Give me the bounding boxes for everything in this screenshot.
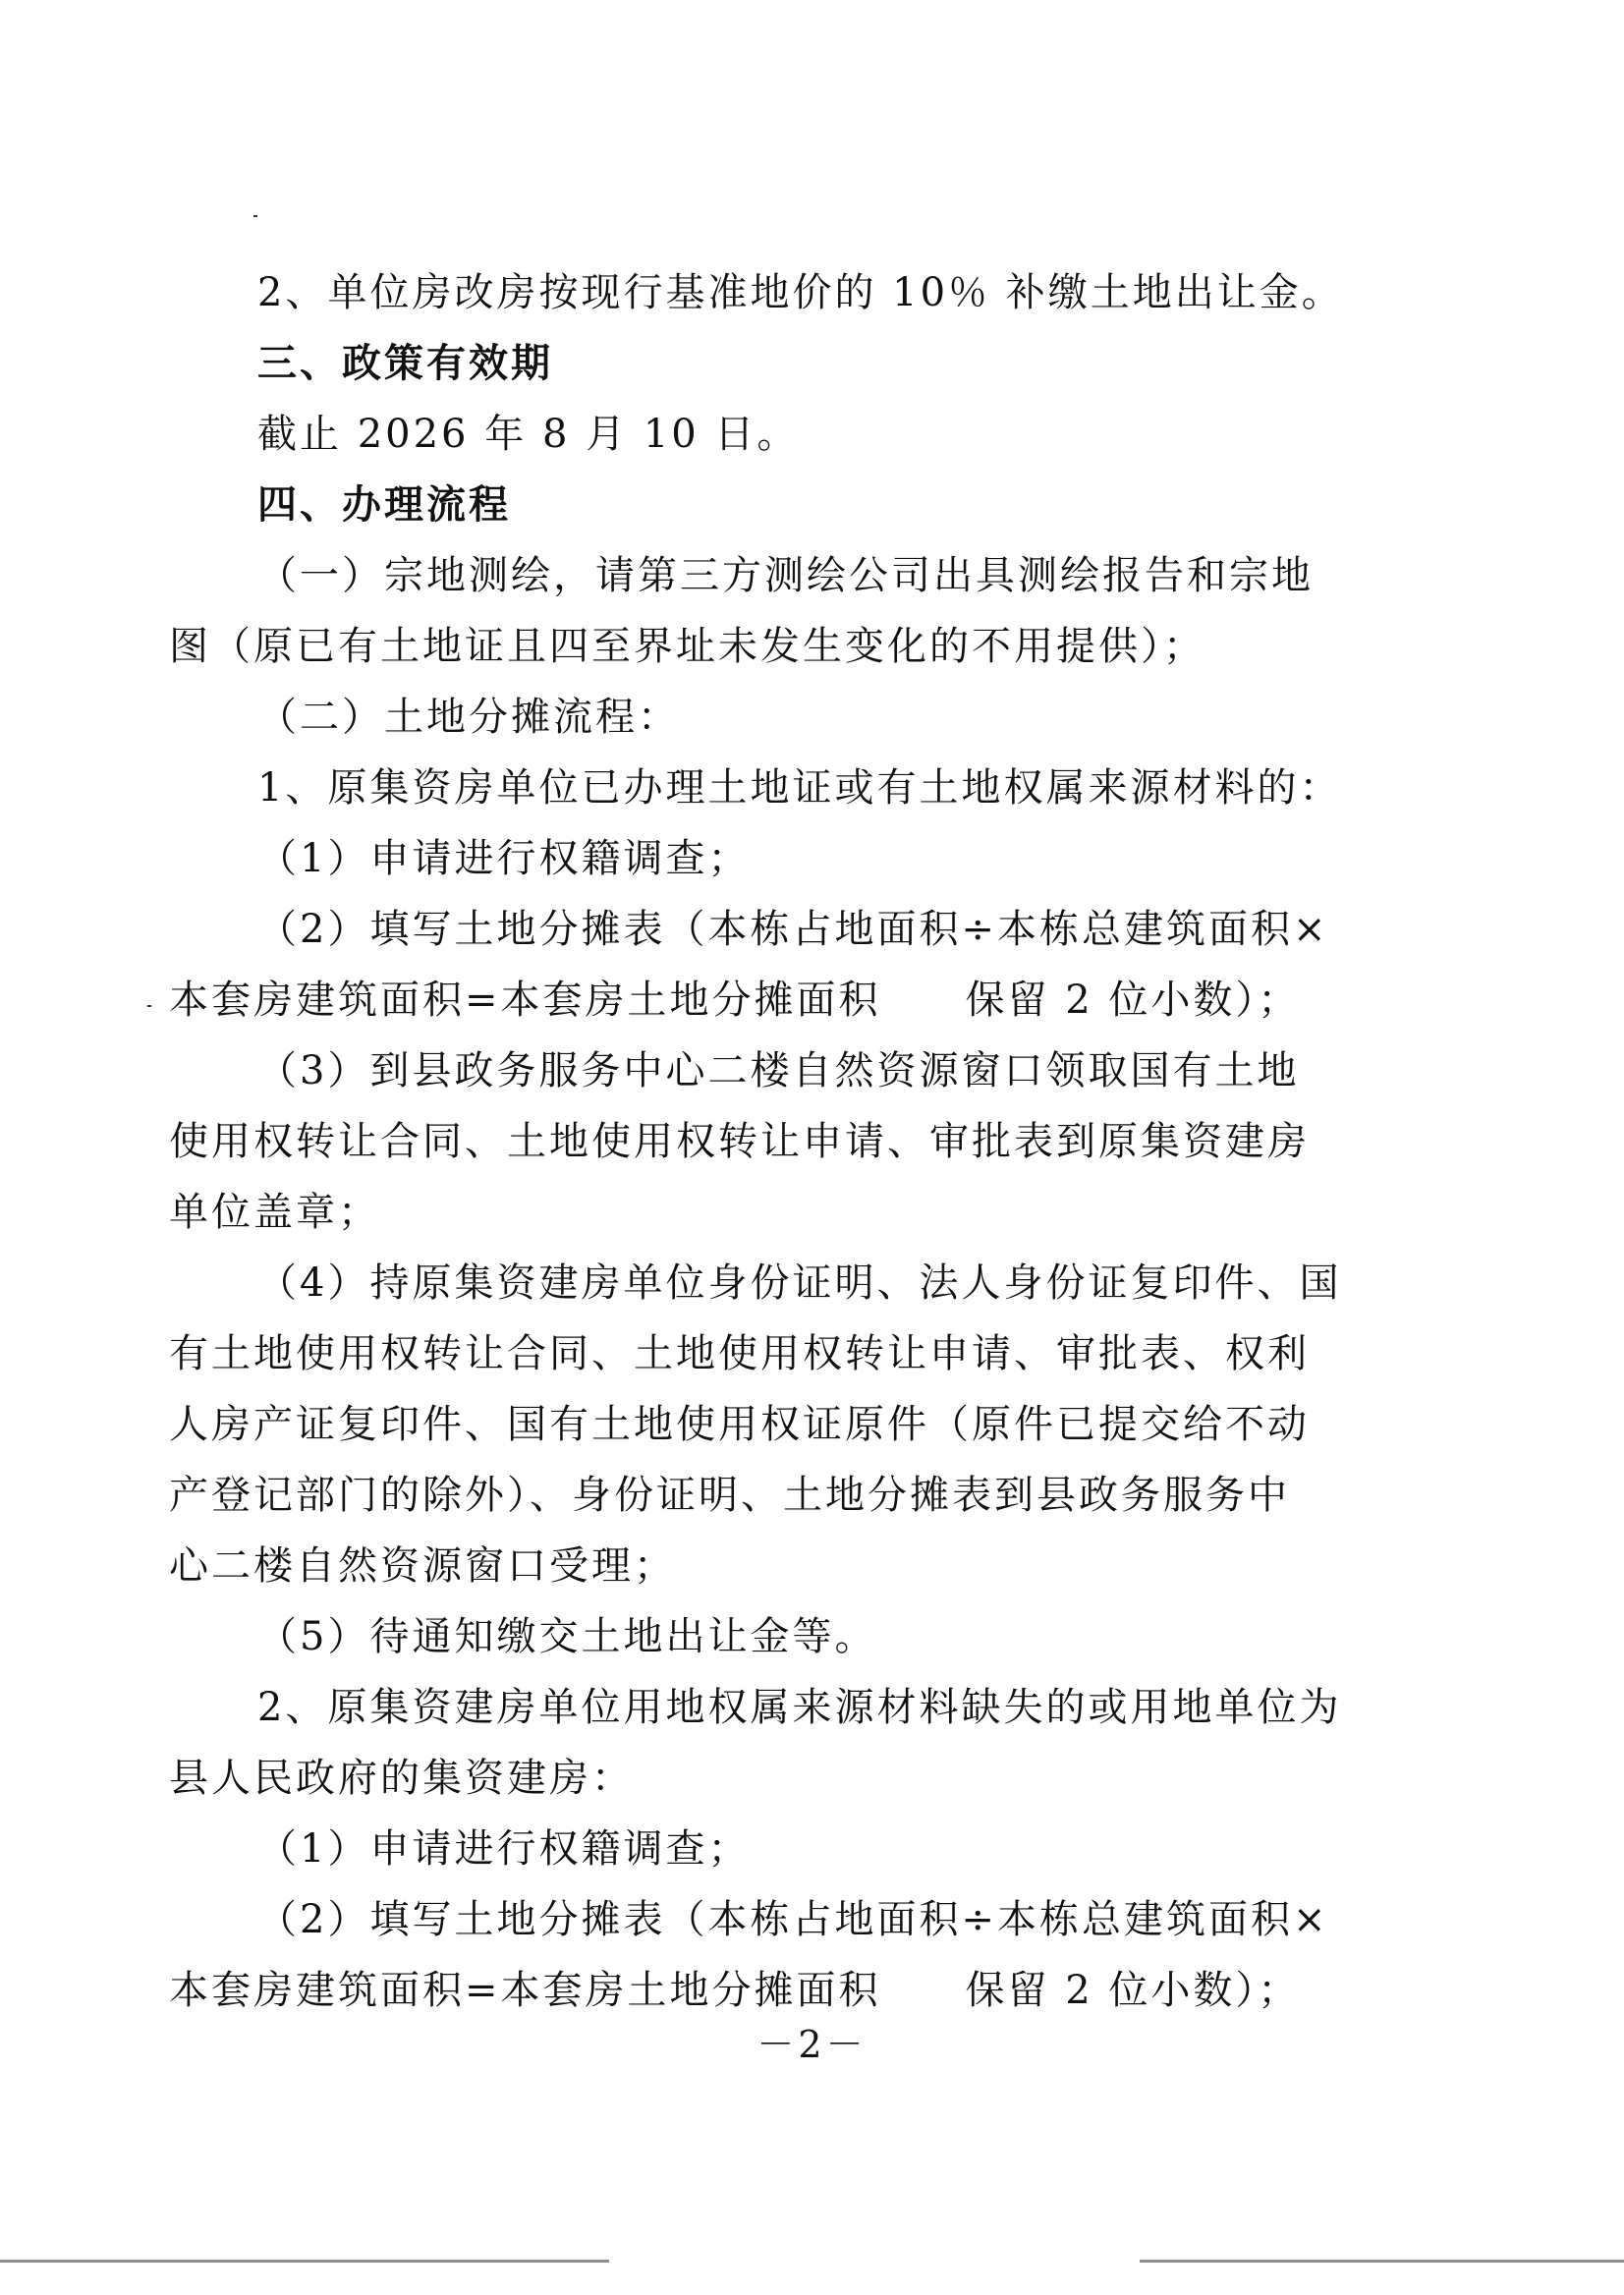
paragraph-line: 使用权转让合同、土地使用权转让申请、审批表到原集资建房: [169, 1119, 1310, 1164]
paragraph-line: 1、原集资房单位已办理土地证或有土地权属来源材料的：: [257, 765, 1342, 811]
scan-artifact: [147, 1005, 151, 1007]
paragraph-line: 本套房建筑面积=本套房土地分摊面积 保留 2 位小数）；: [169, 1968, 1301, 2013]
paragraph-line: （2）填写土地分摊表（本栋占地面积÷本栋总建筑面积×: [257, 907, 1329, 952]
paragraph-line: 2、单位房改房按现行基准地价的 10％ 补缴土地出让金。: [257, 270, 1344, 315]
paragraph-line: （3）到县政务服务中心二楼自然资源窗口领取国有土地: [257, 1048, 1300, 1093]
scan-artifact: [253, 215, 257, 217]
section-heading: 四、办理流程: [257, 481, 511, 528]
paragraph-line: （1）申请进行权籍调查；: [257, 836, 751, 881]
paragraph-line: 产登记部门的除外）、身份证明、土地分摊表到县政务服务中: [169, 1473, 1290, 1518]
scan-artifact: [0, 2260, 609, 2263]
section-heading: 三、政策有效期: [257, 340, 553, 386]
paragraph-line: （5）待通知缴交土地出让金等。: [257, 1614, 877, 1659]
paragraph-line: （1）申请进行权籍调查；: [257, 1826, 751, 1872]
scan-artifact: [1140, 2260, 1624, 2263]
paragraph-line: （二）土地分摊流程：: [257, 695, 680, 740]
paragraph-line: 有土地使用权转让合同、土地使用权转让申请、审批表、权利: [169, 1331, 1310, 1376]
paragraph-line: 单位盖章；: [169, 1190, 380, 1235]
paragraph-line: 县人民政府的集资建房：: [169, 1756, 634, 1801]
paragraph-line: （2）填写土地分摊表（本栋占地面积÷本栋总建筑面积×: [257, 1897, 1329, 1942]
paragraph-line: （一）宗地测绘，请第三方测绘公司出具测绘报告和宗地: [257, 553, 1314, 598]
paragraph-line: 人房产证复印件、国有土地使用权证原件（原件已提交给不动: [169, 1402, 1310, 1447]
paragraph-line: 本套房建筑面积=本套房土地分摊面积 保留 2 位小数）；: [169, 978, 1301, 1023]
paragraph-line: 图（原已有土地证且四至界址未发生变化的不用提供）；: [169, 624, 1205, 669]
paragraph-line: （4）持原集资建房单位身份证明、法人身份证复印件、国: [257, 1260, 1342, 1306]
document-body: [169, 257, 1348, 2026]
paragraph-line: 2、原集资建房单位用地权属来源材料缺失的或用地单位为: [257, 1685, 1342, 1730]
paragraph-line: 截止 2026 年 8 月 10 日。: [257, 412, 800, 457]
page-number: －2－: [756, 2023, 868, 2066]
paragraph-line: 心二楼自然资源窗口受理；: [169, 1543, 676, 1589]
